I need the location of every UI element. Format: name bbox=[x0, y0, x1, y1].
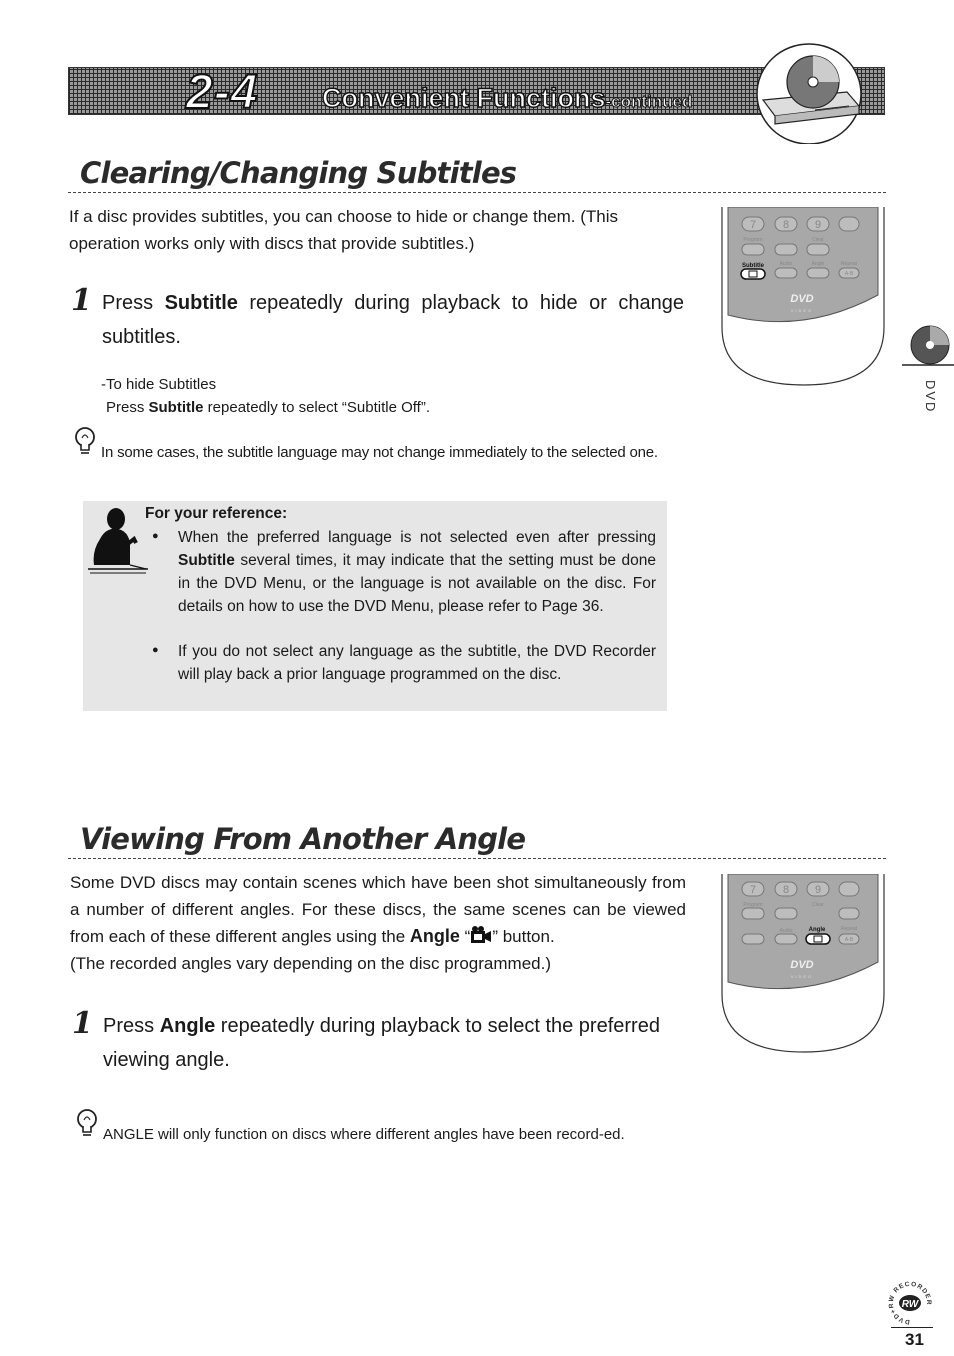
remote-control-subtitle-illustration bbox=[718, 207, 888, 387]
section-title-subtitles: Clearing/Changing Subtitles bbox=[80, 156, 517, 190]
remote-key-label: 7 bbox=[749, 884, 757, 896]
intro-bold: Angle bbox=[409, 926, 460, 946]
disc-player-icon bbox=[755, 40, 863, 144]
section-divider bbox=[68, 858, 886, 859]
section1-step-text bbox=[102, 286, 684, 354]
hide-pre: Press bbox=[106, 399, 149, 416]
dvd-logo: DVD bbox=[790, 293, 814, 305]
dvd-logo: DVD bbox=[790, 959, 814, 971]
remote-label: Program bbox=[743, 237, 763, 243]
lightbulb-icon bbox=[72, 426, 98, 458]
intro-pre: Some DVD discs may contain scenes which have been shot simultaneously from a number of different angles. For these discs, the same scenes can be viewed from each of these different angles using the bbox=[70, 873, 686, 946]
step2-bold: Angle bbox=[159, 1015, 216, 1037]
page-number: 31 bbox=[905, 1330, 924, 1349]
angle-icon bbox=[470, 925, 492, 945]
ref1-pre: When the preferred language is not selected even after pressing bbox=[178, 529, 656, 546]
remote-label: Audio bbox=[779, 261, 793, 267]
subtitle-button-label: Subtitle bbox=[742, 263, 764, 269]
step-text-post: repeatedly during playback to hide or change subtitles. bbox=[102, 292, 684, 348]
step2-pre: Press bbox=[103, 1015, 160, 1037]
remote-key-label: 9 bbox=[814, 219, 822, 231]
section1-intro: If a disc provides subtitles, you can choose to hide or change them. (This operation works only with discs that provide subtitles.) bbox=[69, 207, 619, 253]
logo-center-text: RW bbox=[901, 1299, 919, 1310]
ref1-post: several times, it may indicate that the setting must be done in the DVD Menu, or the language is not available on the disc. For details on how to use the DVD Menu, please refer to Page 36. bbox=[178, 552, 656, 615]
hide-bold: Subtitle bbox=[148, 399, 204, 416]
reference-item: If you do not select any language as the subtitle, the DVD Recorder will play back a prior language programmed on the disc. bbox=[178, 643, 656, 683]
dvd-logo-sub: VIDEO bbox=[790, 308, 814, 313]
step-text-bold: Subtitle bbox=[164, 292, 238, 314]
thinking-person-icon bbox=[86, 503, 150, 575]
remote-key-label: 8 bbox=[782, 884, 790, 896]
intro-post: (The recorded angles vary depending on the disc programmed.) bbox=[70, 954, 551, 973]
dvd-logo-sub: VIDEO bbox=[790, 974, 814, 979]
side-tab-label: DVD bbox=[923, 380, 938, 414]
bullet-icon: ● bbox=[152, 530, 159, 542]
reference-item bbox=[178, 526, 656, 618]
step2-post: repeatedly during playback to select the preferred viewing angle. bbox=[103, 1015, 660, 1071]
side-disc-icon bbox=[902, 325, 954, 367]
remote-key-label: 7 bbox=[749, 219, 757, 231]
logo-ring-text: DVD+RW RECORDER bbox=[887, 1280, 933, 1326]
remote-label: Audio bbox=[779, 928, 793, 934]
step-number: 1 bbox=[72, 1006, 93, 1041]
remote-label: A-B bbox=[844, 271, 854, 277]
subtitle-tip: In some cases, the subtitle language may not change immediately to the selected one. bbox=[101, 444, 658, 461]
remote-label: A-B bbox=[844, 937, 854, 943]
remote-label: Repeat bbox=[840, 926, 858, 932]
remote-control-angle-illustration bbox=[718, 874, 888, 1054]
chapter-title-suffix: -continued bbox=[605, 92, 693, 111]
bullet-icon: ● bbox=[152, 644, 159, 656]
remote-label: Repeat bbox=[840, 261, 858, 267]
hide-subtitles-instruction bbox=[106, 396, 430, 419]
angle-tip: ANGLE will only function on discs where different angles have been record-ed. bbox=[103, 1126, 625, 1143]
section2-intro bbox=[70, 869, 686, 977]
step-number: 1 bbox=[71, 283, 92, 318]
intro-quote-open: “ bbox=[459, 927, 471, 946]
remote-label: Angle bbox=[811, 261, 825, 267]
section2-step-text bbox=[103, 1009, 685, 1077]
lightbulb-icon bbox=[74, 1108, 100, 1140]
intro-quote-close: ” button. bbox=[492, 927, 555, 946]
section-title-angle: Viewing From Another Angle bbox=[80, 822, 526, 856]
angle-button-label: Angle bbox=[808, 927, 826, 933]
chapter-title bbox=[322, 83, 692, 117]
hide-post: repeatedly to select “Subtitle Off”. bbox=[203, 399, 431, 416]
remote-label: Clear bbox=[812, 902, 824, 908]
chapter-title-main: Convenient Functions bbox=[322, 83, 606, 113]
remote-label: Program bbox=[743, 902, 763, 908]
ref1-bold: Subtitle bbox=[178, 552, 235, 569]
remote-label: Clear bbox=[812, 237, 824, 243]
step-text-pre: Press bbox=[102, 292, 165, 314]
hide-subtitles-heading: -To hide Subtitles bbox=[101, 376, 217, 393]
reference-title: For your reference: bbox=[145, 505, 288, 522]
remote-key-label: 9 bbox=[814, 884, 822, 896]
remote-key-label: 8 bbox=[782, 219, 790, 231]
chapter-number: 2-4 bbox=[186, 66, 259, 119]
dvd-rw-recorder-logo bbox=[886, 1280, 934, 1326]
page-number-rule bbox=[891, 1327, 933, 1328]
section-divider bbox=[68, 192, 886, 193]
